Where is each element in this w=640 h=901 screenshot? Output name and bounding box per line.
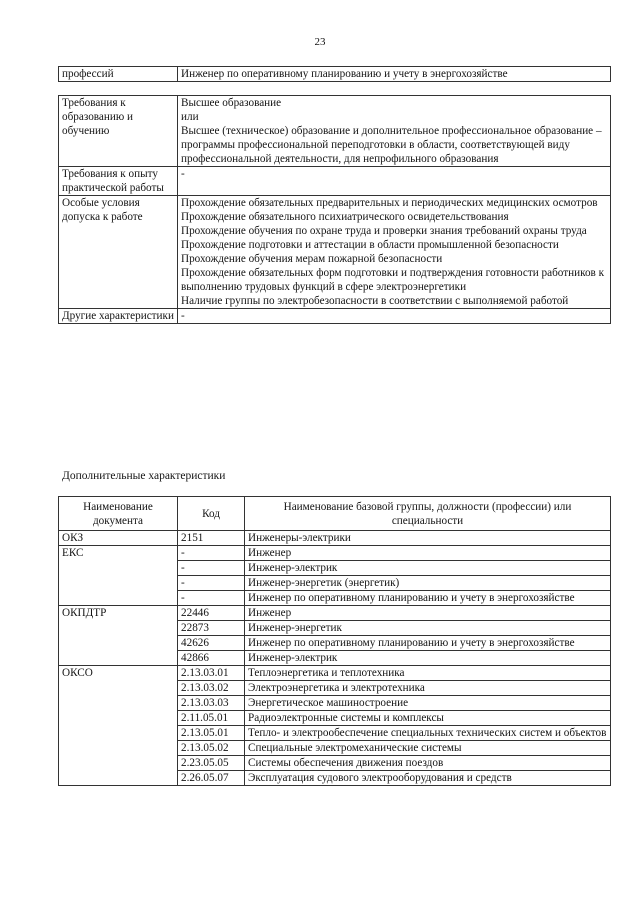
document-name-cell: ОКЗ (59, 531, 178, 546)
code-cell: 2.13.03.03 (178, 696, 245, 711)
header-document: Наименование документа (59, 497, 178, 531)
row-label: профессий (59, 67, 178, 82)
requirement-label: Другие характеристики (59, 309, 178, 324)
code-cell: 2.13.03.01 (178, 666, 245, 681)
requirement-value (178, 96, 611, 167)
code-cell: 2.23.05.05 (178, 756, 245, 771)
code-cell: - (178, 561, 245, 576)
requirement-line: или (181, 111, 199, 123)
section-title: Дополнительные характеристики (62, 470, 226, 482)
header-name: Наименование базовой группы, должности (профессии) или специальности (245, 497, 611, 531)
name-cell: Инженер-электрик (245, 561, 611, 576)
requirement-row (59, 196, 611, 309)
document-name-cell: ОКСО (59, 666, 178, 786)
name-cell: Радиоэлектронные системы и комплексы (245, 711, 611, 726)
name-cell: Инженеры-электрики (245, 531, 611, 546)
name-cell: Инженер по оперативному планированию и учету в энергохозяйстве (245, 591, 611, 606)
requirement-line: Высшее (техническое) образование и дополнительное профессиональное образование – программы профессиональной переподготовки в области, соответствующей виду профессиональной деятельности, для непрофильного образования (181, 125, 602, 165)
code-cell: 2.13.03.02 (178, 681, 245, 696)
table-row (59, 666, 611, 681)
name-cell: Системы обеспечения движения поездов (245, 756, 611, 771)
name-cell: Специальные электромеханические системы (245, 741, 611, 756)
code-cell: 2.26.05.07 (178, 771, 245, 786)
code-cell: 22873 (178, 621, 245, 636)
requirement-row (59, 167, 611, 196)
table-row (59, 531, 611, 546)
code-cell: 42866 (178, 651, 245, 666)
profession-name-table (58, 66, 611, 82)
requirement-label: Требования к образованию и обучению (59, 96, 178, 167)
code-cell: 2.13.05.02 (178, 741, 245, 756)
name-cell: Теплоэнергетика и теплотехника (245, 666, 611, 681)
name-cell: Инженер по оперативному планированию и учету в энергохозяйстве (245, 636, 611, 651)
row-value: Инженер по оперативному планированию и учету в энергохозяйстве (178, 67, 611, 82)
header-code: Код (178, 497, 245, 531)
code-cell: 2.11.05.01 (178, 711, 245, 726)
requirement-value (178, 309, 611, 324)
requirement-label: Требования к опыту практической работы (59, 167, 178, 196)
requirement-row (59, 96, 611, 167)
code-cell: 2.13.05.01 (178, 726, 245, 741)
code-cell: 2151 (178, 531, 245, 546)
table-row (59, 546, 611, 561)
name-cell: Инженер-энергетик (энергетик) (245, 576, 611, 591)
additional-characteristics-table (58, 496, 611, 786)
requirements-table (58, 95, 611, 324)
requirement-value (178, 167, 611, 196)
name-cell: Инженер-энергетик (245, 621, 611, 636)
code-cell: - (178, 576, 245, 591)
name-cell: Инженер-электрик (245, 651, 611, 666)
requirement-line: - (181, 310, 185, 322)
table-row (59, 606, 611, 621)
requirement-line: Прохождение обучения мерам пожарной безопасности (181, 253, 443, 265)
requirement-line: Наличие группы по электробезопасности в соответствии с выполняемой работой (181, 295, 569, 307)
requirement-value (178, 196, 611, 309)
requirement-line: - (181, 168, 185, 180)
name-cell: Эксплуатация судового электрооборудования и средств (245, 771, 611, 786)
code-cell: 42626 (178, 636, 245, 651)
requirement-label: Особые условия допуска к работе (59, 196, 178, 309)
code-cell: - (178, 546, 245, 561)
document-name-cell: ОКПДТР (59, 606, 178, 666)
requirement-line: Прохождение подготовки и аттестации в области промышленной безопасности (181, 239, 559, 251)
requirement-line: Высшее образование (181, 97, 282, 109)
name-cell: Инженер (245, 546, 611, 561)
requirement-line: Прохождение обязательных форм подготовки и подтверждения готовности работников к выполнению трудовых функций в сфере электроэнергетики (181, 267, 605, 293)
code-cell: - (178, 591, 245, 606)
document-name-cell: ЕКС (59, 546, 178, 606)
name-cell: Энергетическое машиностроение (245, 696, 611, 711)
requirement-line: Прохождение обучения по охране труда и проверки знания требований охраны труда (181, 225, 587, 237)
requirement-line: Прохождение обязательных предварительных и периодических медицинских осмотров (181, 197, 598, 209)
table-header-row (59, 497, 611, 531)
name-cell: Тепло- и электрообеспечение специальных технических систем и объектов (245, 726, 611, 741)
name-cell: Инженер (245, 606, 611, 621)
table-row (59, 67, 611, 82)
requirement-row (59, 309, 611, 324)
name-cell: Электроэнергетика и электротехника (245, 681, 611, 696)
page-number: 23 (314, 36, 326, 48)
code-cell: 22446 (178, 606, 245, 621)
requirement-line: Прохождение обязательного психиатрического освидетельствования (181, 211, 509, 223)
